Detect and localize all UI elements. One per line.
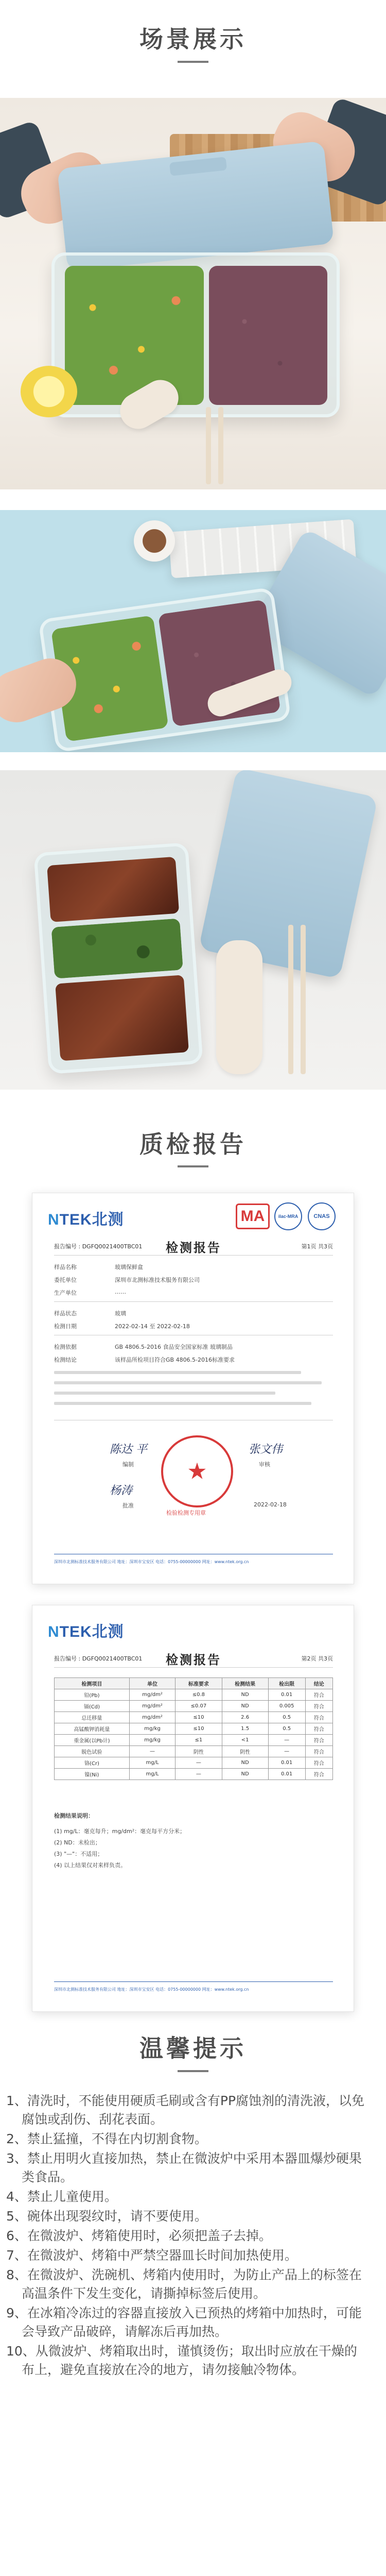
lemon-slice: [21, 366, 77, 417]
scene-photo-desk: [0, 510, 386, 752]
tips-section-title: 温馨提示: [139, 2035, 247, 2062]
table-cell: ≤10: [176, 1712, 222, 1723]
table-row: [55, 1746, 333, 1757]
stamp-star-icon: ★: [187, 1458, 207, 1485]
table-cell: ≤0.07: [176, 1701, 222, 1712]
test-report-page-1: [32, 1193, 354, 1584]
table-header-row: [55, 1678, 333, 1689]
test-report-page-2: [32, 1605, 354, 2012]
table-cell: 1.5: [222, 1723, 268, 1735]
basic-row-value: 深圳市北测标准技术服务有限公司: [115, 1277, 200, 1283]
table-cell: —: [176, 1769, 222, 1780]
table-row: [55, 1757, 333, 1769]
table-cell: 符合: [305, 1689, 332, 1701]
table-cell: 铬(Cr): [55, 1757, 130, 1769]
table-cell: ND: [222, 1701, 268, 1712]
cma-cert-icon: MA: [236, 1204, 270, 1229]
chopstick: [288, 925, 293, 1074]
ntek-logo: NTEK北测: [48, 1211, 124, 1228]
table-cell: 0.005: [268, 1701, 305, 1712]
text-line-placeholder: [54, 1381, 322, 1384]
tip-item: 10、从微波炉、烤箱取出时，谨慎烫伤；取出时应放在干燥的布上，避免直接放在冷的地方，请勿接触冷物体。: [6, 2344, 357, 2377]
ilac-cert-icon: ilac-MRA: [274, 1202, 302, 1230]
basic-row-label: 检测依据: [54, 1344, 77, 1350]
report-number: 报告编号 : DGFQ0021400TBC01: [54, 1243, 143, 1250]
chopstick: [218, 407, 223, 484]
table-cell: <1: [222, 1735, 268, 1746]
food-vegetables: [65, 266, 204, 405]
table-cell: 符合: [305, 1757, 332, 1769]
report-footer: 深圳市北测标准技术服务有限公司 地址：深圳市宝安区 电话：0755-00000000 网址：www.ntek.org.cn: [54, 1560, 249, 1564]
glass-container: [33, 842, 203, 1074]
table-header-cell: 结论: [305, 1678, 332, 1689]
basic-row-value: 2022-02-14 至 2022-02-18: [115, 1323, 190, 1330]
scene-photo-steak: [0, 770, 386, 1090]
basic-row-value: 玻璃保鲜盒: [115, 1264, 143, 1270]
official-stamp: [161, 1435, 233, 1507]
basic-row-label: 检测日期: [54, 1323, 77, 1330]
basic-row-value: GB 4806.5-2016 食品安全国家标准 玻璃制品: [115, 1344, 233, 1350]
table-row: [55, 1769, 333, 1780]
table-row: [55, 1735, 333, 1746]
table-cell: —: [268, 1746, 305, 1757]
notes-title: 检测结果说明：: [54, 1812, 94, 1819]
table-cell: 阴性: [176, 1746, 222, 1757]
basic-row-value: ……: [115, 1289, 126, 1295]
table-cell: mg/dm²: [129, 1689, 175, 1701]
result-table: [54, 1677, 333, 1780]
tip-item: 8、在微波炉、洗碗机、烤箱内使用时，为防止产品上的标签在高温条件下发生变化，请撕掉标签后使用。: [6, 2267, 362, 2301]
tip-item: 1、清洗时，不能使用硬质毛刷或含有PP腐蚀剂的清洗液，以免腐蚀或刮伤、刮花表面。: [6, 2093, 365, 2127]
divider: [54, 1255, 333, 1256]
table-row: [55, 1689, 333, 1701]
cnas-cert-icon: CNAS: [308, 1202, 336, 1230]
table-row: [55, 1723, 333, 1735]
signature: 张文伟: [249, 1443, 283, 1456]
table-cell: ND: [222, 1689, 268, 1701]
table-header-cell: 标准要求: [176, 1678, 222, 1689]
signature-label: 编制: [122, 1461, 134, 1468]
table-cell: —: [176, 1757, 222, 1769]
table-cell: 0.5: [268, 1712, 305, 1723]
scene-photo-kitchen: [0, 98, 386, 489]
table-cell: ≤0.8: [176, 1689, 222, 1701]
table-cell: 0.01: [268, 1769, 305, 1780]
basic-row-value: 玻璃: [115, 1310, 126, 1317]
scene-title-rule: [178, 61, 208, 63]
table-cell: 铅(Pb): [55, 1689, 130, 1701]
note-line: (1) mg/L：毫克每升；mg/dm²：毫克每平方分米；: [54, 1828, 186, 1835]
divider: [54, 1301, 333, 1302]
table-cell: 符合: [305, 1735, 332, 1746]
table-cell: 0.5: [268, 1723, 305, 1735]
sign-date: 2022-02-18: [254, 1501, 287, 1508]
glass-container: [38, 587, 291, 752]
table-cell: mg/dm²: [129, 1712, 175, 1723]
food-rice: [209, 266, 327, 405]
table-cell: 镉(Cd): [55, 1701, 130, 1712]
note-line: (2) ND：未检出；: [54, 1839, 101, 1846]
footer-rule: [54, 1981, 333, 1982]
basic-row-label: 生产单位: [54, 1290, 77, 1296]
signature: 杨涛: [110, 1484, 133, 1497]
report-footer: 深圳市北测标准技术服务有限公司 地址：深圳市宝安区 电话：0755-00000000 网址：www.ntek.org.cn: [54, 1987, 249, 1992]
scene-section-title: 场景展示: [139, 25, 247, 53]
spoon: [216, 940, 262, 1074]
table-cell: —: [129, 1746, 175, 1757]
chopstick: [206, 407, 211, 484]
tips-list: [0, 2092, 386, 2379]
table-cell: 0.01: [268, 1689, 305, 1701]
signature-label: 审核: [259, 1461, 270, 1468]
table-cell: 符合: [305, 1769, 332, 1780]
basic-row-label: 样品状态: [54, 1310, 77, 1317]
text-line-placeholder: [54, 1402, 311, 1405]
food-steak: [55, 975, 189, 1061]
tip-item: 6、在微波炉、烤箱使用时，必须把盖子去掉。: [6, 2228, 272, 2243]
table-header-cell: 检出限: [268, 1678, 305, 1689]
ntek-logo: NTEK北测: [48, 1623, 124, 1640]
report-title-rule: [178, 1165, 208, 1167]
report-section-title: 质检报告: [139, 1130, 247, 1158]
table-header-cell: 检测结果: [222, 1678, 268, 1689]
table-cell: ND: [222, 1769, 268, 1780]
table-cell: ≤10: [176, 1723, 222, 1735]
tip-item: 4、禁止儿童使用。: [6, 2189, 117, 2204]
note-line: (4) 以上结果仅对来样负责。: [54, 1862, 127, 1869]
tip-item: 5、碗体出现裂纹时，请不要使用。: [6, 2209, 207, 2224]
report-number: 报告编号 : DGFQ0021400TBC01: [54, 1655, 143, 1662]
table-cell: mg/kg: [129, 1735, 175, 1746]
food-salad: [51, 919, 183, 979]
table-row: [55, 1712, 333, 1723]
table-cell: mg/L: [129, 1769, 175, 1780]
divider: [54, 1667, 333, 1668]
tip-item: 9、在冰箱冷冻过的容器直接放入已预热的烤箱中加热时，可能会导致产品破碎，请解冻后再加热。: [6, 2306, 362, 2339]
basic-row-label: 委托单位: [54, 1277, 77, 1283]
report-page-number: 第2页 共3页: [301, 1655, 333, 1662]
tip-item: 7、在微波炉、烤箱中严禁空器皿长时间加热使用。: [6, 2248, 297, 2263]
signature: 陈达 平: [110, 1443, 147, 1456]
coffee-mug: [134, 520, 175, 562]
basic-row-value: 该样品所检项目符合GB 4806.5-2016标准要求: [115, 1357, 235, 1363]
table-cell: 0.01: [268, 1757, 305, 1769]
food-fish: [47, 857, 179, 922]
glass-container: [51, 252, 340, 417]
table-cell: 符合: [305, 1701, 332, 1712]
stamp-text: 检验检测专用章: [166, 1510, 206, 1516]
table-cell: 重金属(以Pb计): [55, 1735, 130, 1746]
note-line: (3) "—"：不适用；: [54, 1851, 103, 1857]
table-cell: 总迁移量: [55, 1712, 130, 1723]
report-page-number: 第1页 共3页: [301, 1243, 333, 1250]
signature-label: 批准: [122, 1502, 134, 1509]
table-cell: mg/dm²: [129, 1701, 175, 1712]
table-header-cell: 检测项目: [55, 1678, 130, 1689]
table-cell: 高锰酸钾消耗量: [55, 1723, 130, 1735]
table-cell: 镍(Ni): [55, 1769, 130, 1780]
table-cell: —: [268, 1735, 305, 1746]
table-cell: mg/kg: [129, 1723, 175, 1735]
text-line-placeholder: [54, 1371, 301, 1374]
table-cell: ND: [222, 1757, 268, 1769]
text-line-placeholder: [54, 1392, 275, 1395]
table-cell: ≤1: [176, 1735, 222, 1746]
chopstick: [301, 925, 306, 1074]
table-header-cell: 单位: [129, 1678, 175, 1689]
table-cell: 符合: [305, 1712, 332, 1723]
basic-row-label: 检测结论: [54, 1357, 77, 1363]
tip-item: 2、禁止猛撞，不得在内切割食物。: [6, 2131, 207, 2146]
table-cell: 符合: [305, 1746, 332, 1757]
table-cell: 阴性: [222, 1746, 268, 1757]
table-cell: 符合: [305, 1723, 332, 1735]
report-heading: 检测报告: [166, 1653, 221, 1667]
tip-item: 3、禁止用明火直接加热，禁止在微波炉中采用本器皿爆炒硬果类食品。: [6, 2151, 362, 2184]
table-cell: 脱色试验: [55, 1746, 130, 1757]
tips-title-rule: [178, 2070, 208, 2072]
table-cell: mg/L: [129, 1757, 175, 1769]
basic-row-label: 样品名称: [54, 1264, 77, 1270]
report-heading: 检测报告: [166, 1241, 221, 1255]
table-row: [55, 1701, 333, 1712]
table-cell: 2.6: [222, 1712, 268, 1723]
